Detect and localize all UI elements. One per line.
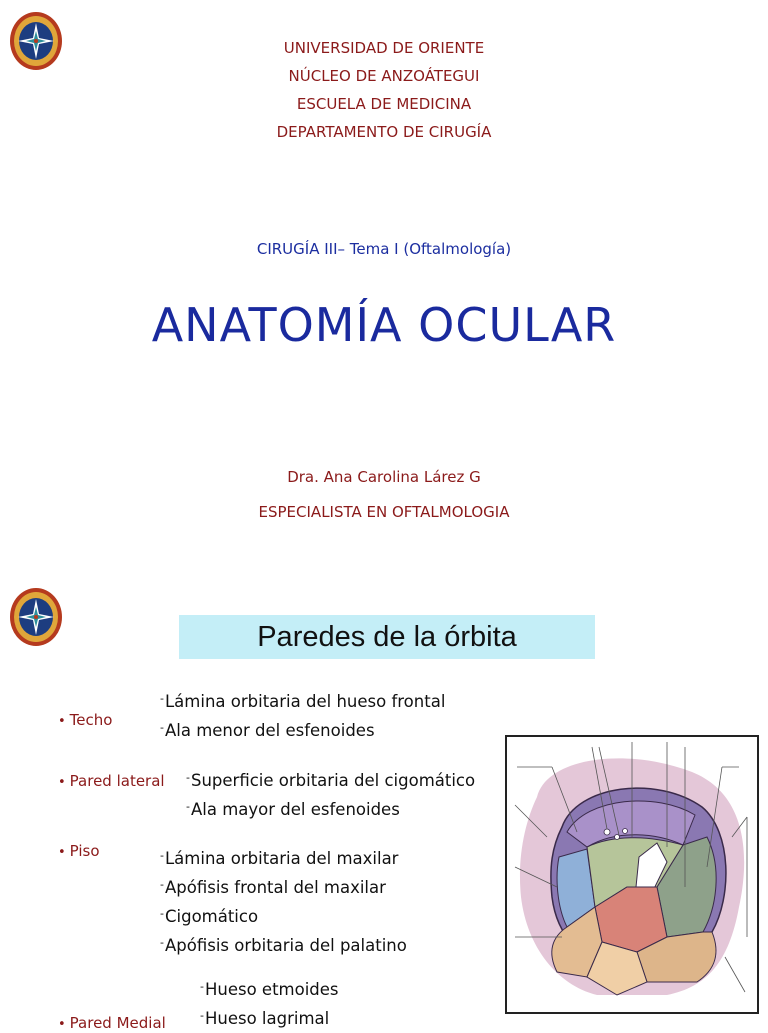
school-name: ESCUELA DE MEDICINA [296, 95, 472, 113]
list-item: -Ala menor del esfenoides [160, 721, 375, 740]
list-item: -Lámina orbitaria del hueso frontal [160, 692, 446, 711]
pared-lateral-items [186, 763, 475, 821]
course-subtitle: CIRUGÍA III– Tema I (Oftalmología) [256, 240, 512, 258]
department-name: DEPARTAMENTO DE CIRUGÍA [276, 123, 492, 141]
list-item: -Ala mayor del esfenoides [186, 800, 400, 819]
author-name: Dra. Ana Carolina Lárez G [287, 468, 481, 486]
bullet-dot: • [58, 714, 66, 729]
orbit-drawing [507, 737, 757, 1012]
techo-items [160, 684, 445, 742]
presentation-title: ANATOMÍA OCULAR [151, 298, 617, 352]
wall-label-pared-lateral: • Pared lateral [58, 772, 165, 790]
list-item: -Superficie orbitaria del cigomático [186, 771, 476, 790]
list-item: -Apófisis frontal del maxilar [160, 878, 386, 897]
slide-title-box [179, 615, 595, 659]
pared-medial-items [200, 972, 339, 1030]
piso-items [160, 841, 407, 957]
nucleus-name: NÚCLEO DE ANZOÁTEGUI [288, 67, 480, 85]
university-seal-icon [9, 587, 63, 647]
university-name: UNIVERSIDAD DE ORIENTE [283, 39, 485, 57]
list-item: -Hueso lagrimal [200, 1009, 330, 1028]
author-specialty: ESPECIALISTA EN OFTALMOLOGIA [258, 503, 510, 521]
list-item: -Lámina orbitaria del maxilar [160, 849, 399, 868]
list-item: -Apófisis orbitaria del palatino [160, 936, 407, 955]
wall-label-piso: • Piso [58, 842, 100, 860]
orbit-walls-slide [0, 565, 768, 1032]
bullet-dot: • [58, 1017, 66, 1032]
orbit-bones-illustration [505, 735, 759, 1014]
list-item: -Cigomático [160, 907, 259, 926]
bullet-dot: • [58, 775, 66, 790]
wall-label-techo: • Techo [58, 711, 113, 729]
wall-label-pared-medial: • Pared Medial [58, 1014, 166, 1032]
list-item: -Hueso etmoides [200, 980, 339, 999]
bullet-dot: • [58, 845, 66, 860]
slide-title: Paredes de la órbita [257, 621, 517, 653]
